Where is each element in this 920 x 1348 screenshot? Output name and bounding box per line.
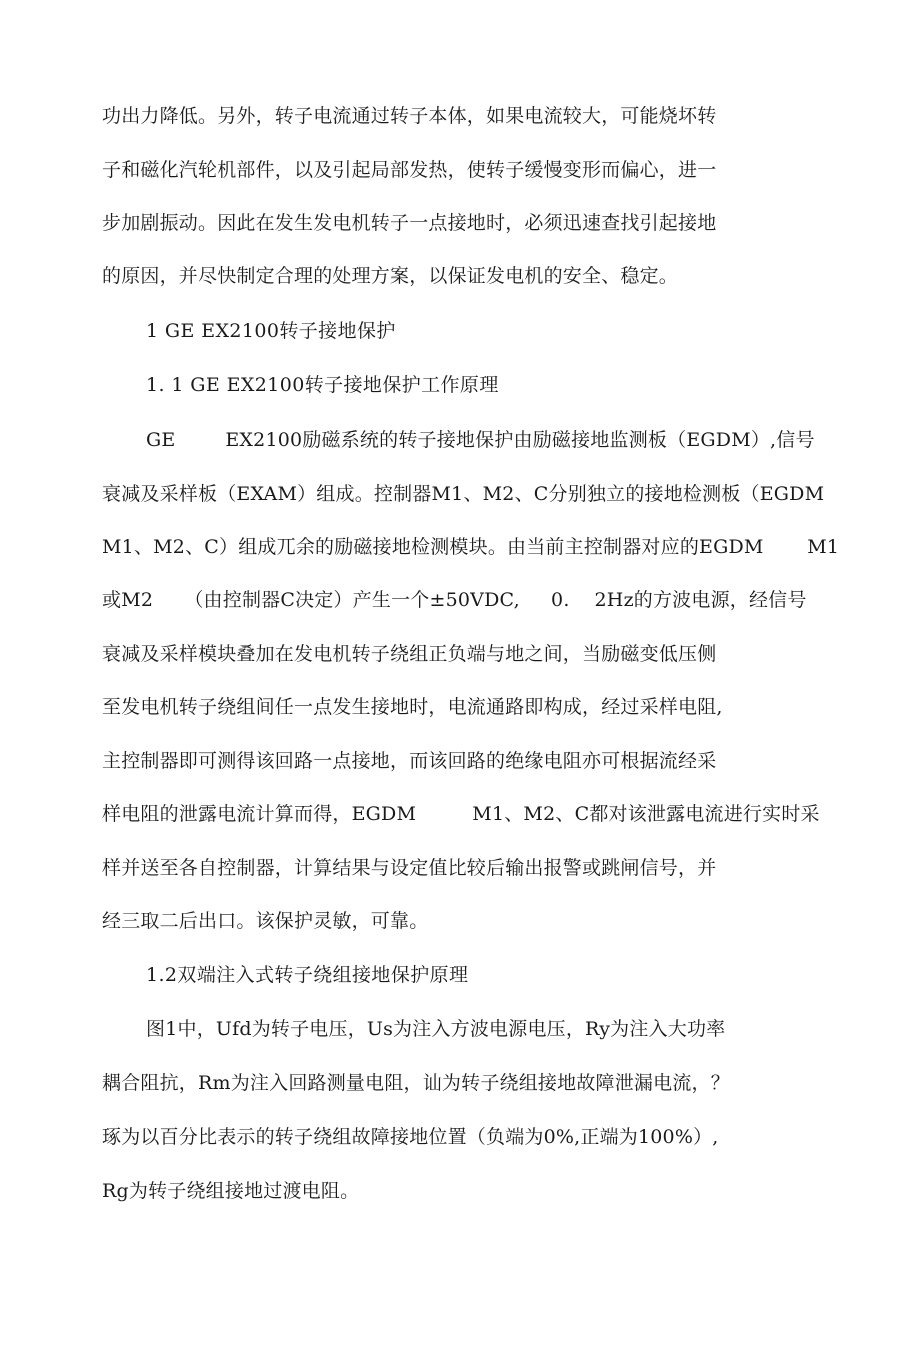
paragraph-3-line-3: 琢为以百分比表示的转子绕组故障接地位置（负端为0%,正端为100%）,	[102, 1126, 719, 1148]
paragraph-3-line-2: 耦合阻抗，Rm为注入回路测量电阻，讪为转子绕组接地故障泄漏电流，？	[102, 1072, 730, 1094]
paragraph-2-line-9: 样并送至各自控制器，计算结果与设定值比较后输出报警或跳闸信号，并	[102, 857, 717, 879]
paragraph-1-line-2: 子和磁化汽轮机部件，以及引起局部发热，使转子缓慢变形而偏心，进一	[102, 159, 717, 181]
paragraph-3-line-4: Rg为转子绕组接地过渡电阻。	[102, 1180, 360, 1202]
paragraph-2-line-3: M1、M2、C）组成兀余的励磁接地检测模块。由当前主控制器对应的EGDM M1	[102, 536, 840, 558]
paragraph-2-line-2: 衰减及采样板（EXAM）组成。控制器M1、M2、C分别独立的接地检测板（EGDM	[102, 483, 825, 505]
paragraph-1-line-3: 步加剧振动。因此在发生发电机转子一点接地时，必须迅速查找引起接地	[102, 212, 717, 234]
section-heading-1-1: 1. 1 GE EX2100转子接地保护工作原理	[146, 374, 499, 396]
paragraph-2-line-5: 衰减及采样模块叠加在发电机转子绕组正负端与地之间，当励磁变低压侧	[102, 643, 717, 665]
section-heading-1-2: 1.2双端注入式转子绕组接地保护原理	[146, 964, 469, 986]
paragraph-2-line-10: 经三取二后出口。该保护灵敏，可靠。	[102, 910, 429, 932]
section-heading-1: 1 GE EX2100转子接地保护	[146, 320, 396, 342]
paragraph-1-line-1: 功出力降低。另外，转子电流通过转子本体，如果电流较大，可能烧坏转	[102, 105, 717, 127]
paragraph-2-line-8: 样电阻的泄露电流计算而得，EGDM M1、M2、C都对该泄露电流进行实时采	[102, 803, 820, 825]
paragraph-2-line-7: 主控制器即可测得该回路一点接地，而该回路的绝缘电阻亦可根据流经采	[102, 750, 717, 772]
paragraph-2-line-4: 或M2 （由控制器C决定）产生一个±50VDC, 0. 2Hz的方波电源，经信号	[102, 589, 807, 611]
paragraph-2-line-6: 至发电机转子绕组间任一点发生接地时，电流通路即构成，经过采样电阻,	[102, 696, 723, 718]
paragraph-1-line-4: 的原因，并尽快制定合理的处理方案，以保证发电机的安全、稳定。	[102, 265, 679, 287]
paragraph-2-line-1: GE EX2100励磁系统的转子接地保护由励磁接地监测板（EGDM）,信号	[146, 429, 815, 451]
paragraph-3-line-1: 图1中，Ufd为转子电压，Us为注入方波电源电压，Ry为注入大功率	[146, 1018, 726, 1040]
